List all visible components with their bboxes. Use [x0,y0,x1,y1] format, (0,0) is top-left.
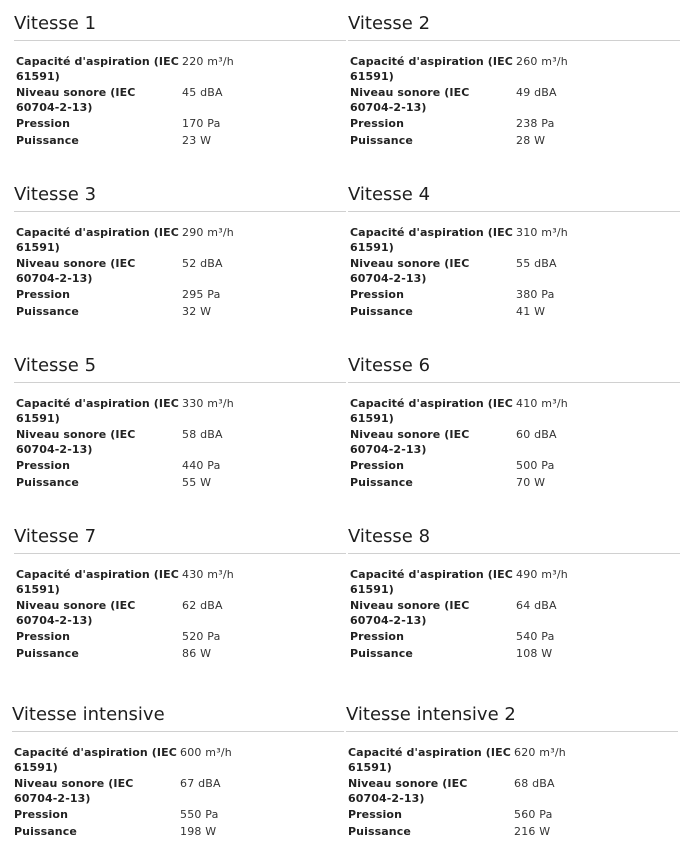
spec-value-power: 86 W [182,646,212,660]
spec-row-noise [346,777,678,806]
spec-value-power: 198 W [180,824,217,838]
spec-row-pressure [14,459,346,474]
spec-row-power [14,134,346,149]
spec-label-capacity: Capacité d'aspiration (IEC 61591) [16,226,179,254]
spec-label-pressure: Pression [16,630,71,643]
spec-row-power [348,134,680,149]
spec-label-capacity: Capacité d'aspiration (IEC 61591) [350,568,513,596]
spec-table [346,746,678,839]
spec-value-pressure: 380 Pa [516,288,555,301]
spec-label-power: Puissance [350,646,413,660]
spec-label-noise: Niveau sonore (IEC 60704-2-13) [350,599,470,627]
spec-row-capacity [14,568,346,597]
spec-label-capacity: Capacité d'aspiration (IEC 61591) [350,55,513,83]
spec-label-power: Puissance [16,133,79,147]
speed-block [14,525,346,663]
spec-label-power: Puissance [16,304,79,318]
spec-row-capacity [348,55,680,84]
spec-row-power [348,305,680,320]
spec-value-power: 216 W [514,824,551,838]
spec-label-power: Puissance [14,824,77,838]
spec-value-power: 55 W [182,475,212,489]
spec-value-pressure: 540 Pa [516,630,555,643]
spec-value-power: 70 W [516,475,546,489]
speed-block [346,703,678,841]
spec-label-noise: Niveau sonore (IEC 60704-2-13) [350,86,470,114]
spec-table [12,746,344,839]
spec-value-power: 41 W [516,304,546,318]
spec-value-power: 108 W [516,646,553,660]
spec-row-power [346,825,678,840]
spec-label-pressure: Pression [14,808,69,821]
spec-row-power [14,476,346,491]
spec-label-pressure: Pression [350,288,405,301]
spec-table [348,397,680,490]
spec-value-capacity: 430 m³/h [182,568,234,581]
speed-block [14,12,346,150]
spec-row-capacity [348,397,680,426]
spec-label-pressure: Pression [350,459,405,472]
spec-value-capacity: 260 m³/h [516,55,568,68]
spec-row-capacity [14,226,346,255]
spec-value-pressure: 238 Pa [516,117,555,130]
spec-value-capacity: 410 m³/h [516,397,568,410]
speed-title: Vitesse 2 [348,12,680,41]
spec-label-noise: Niveau sonore (IEC 60704-2-13) [350,257,470,285]
speed-block [348,354,680,492]
spec-label-noise: Niveau sonore (IEC 60704-2-13) [350,428,470,456]
speed-block [14,354,346,492]
speed-title: Vitesse intensive [12,703,344,732]
speed-block [348,183,680,321]
spec-row-power [348,476,680,491]
spec-label-noise: Niveau sonore (IEC 60704-2-13) [348,777,468,805]
spec-label-power: Puissance [350,475,413,489]
spec-value-pressure: 295 Pa [182,288,221,301]
spec-label-power: Puissance [350,304,413,318]
spec-label-noise: Niveau sonore (IEC 60704-2-13) [14,777,134,805]
spec-label-pressure: Pression [16,459,71,472]
spec-label-noise: Niveau sonore (IEC 60704-2-13) [16,257,136,285]
spec-value-power: 28 W [516,133,546,147]
speed-title: Vitesse 3 [14,183,346,212]
spec-table [14,226,346,319]
spec-value-pressure: 520 Pa [182,630,221,643]
spec-row-power [348,647,680,662]
spec-value-noise: 60 dBA [516,428,557,441]
spec-value-power: 23 W [182,133,212,147]
spec-table [348,55,680,148]
spec-row-power [14,305,346,320]
spec-value-noise: 52 dBA [182,257,223,270]
spec-value-noise: 62 dBA [182,599,223,612]
spec-row-capacity [14,55,346,84]
spec-value-capacity: 600 m³/h [180,746,232,759]
spec-row-noise [348,599,680,628]
spec-label-pressure: Pression [348,808,403,821]
spec-table [348,226,680,319]
spec-label-pressure: Pression [16,288,71,301]
spec-label-noise: Niveau sonore (IEC 60704-2-13) [16,428,136,456]
spec-row-pressure [14,630,346,645]
spec-label-capacity: Capacité d'aspiration (IEC 61591) [16,568,179,596]
spec-value-noise: 67 dBA [180,777,221,790]
spec-row-noise [348,86,680,115]
spec-label-capacity: Capacité d'aspiration (IEC 61591) [16,55,179,83]
speed-title: Vitesse intensive 2 [346,703,678,732]
speed-title: Vitesse 8 [348,525,680,554]
spec-row-pressure [12,808,344,823]
spec-row-noise [12,777,344,806]
spec-label-capacity: Capacité d'aspiration (IEC 61591) [348,746,511,774]
spec-value-noise: 68 dBA [514,777,555,790]
spec-value-pressure: 500 Pa [516,459,555,472]
spec-label-pressure: Pression [16,117,71,130]
spec-value-capacity: 330 m³/h [182,397,234,410]
spec-value-pressure: 440 Pa [182,459,221,472]
spec-value-capacity: 310 m³/h [516,226,568,239]
spec-row-power [12,825,344,840]
spec-value-capacity: 290 m³/h [182,226,234,239]
speed-title: Vitesse 7 [14,525,346,554]
spec-row-pressure [346,808,678,823]
spec-row-noise [348,428,680,457]
speed-block [12,703,344,841]
spec-value-power: 32 W [182,304,212,318]
spec-label-power: Puissance [348,824,411,838]
spec-label-noise: Niveau sonore (IEC 60704-2-13) [16,86,136,114]
spec-label-capacity: Capacité d'aspiration (IEC 61591) [350,226,513,254]
spec-table [14,568,346,661]
spec-table [14,397,346,490]
speed-title: Vitesse 5 [14,354,346,383]
spec-row-capacity [346,746,678,775]
spec-row-noise [14,86,346,115]
spec-table [348,568,680,661]
spec-label-capacity: Capacité d'aspiration (IEC 61591) [14,746,177,774]
speed-title: Vitesse 6 [348,354,680,383]
spec-value-pressure: 170 Pa [182,117,221,130]
spec-value-capacity: 620 m³/h [514,746,566,759]
spec-value-noise: 49 dBA [516,86,557,99]
speed-title: Vitesse 1 [14,12,346,41]
spec-label-pressure: Pression [350,117,405,130]
speed-title: Vitesse 4 [348,183,680,212]
spec-table [14,55,346,148]
spec-value-capacity: 220 m³/h [182,55,234,68]
spec-value-noise: 58 dBA [182,428,223,441]
speed-block [348,525,680,663]
spec-label-power: Puissance [350,133,413,147]
spec-label-noise: Niveau sonore (IEC 60704-2-13) [16,599,136,627]
spec-row-pressure [14,117,346,132]
spec-row-pressure [14,288,346,303]
spec-row-noise [348,257,680,286]
spec-value-pressure: 560 Pa [514,808,553,821]
spec-label-capacity: Capacité d'aspiration (IEC 61591) [350,397,513,425]
spec-row-capacity [348,226,680,255]
speed-block [348,12,680,150]
spec-row-pressure [348,288,680,303]
spec-row-capacity [348,568,680,597]
spec-row-pressure [348,630,680,645]
spec-value-noise: 55 dBA [516,257,557,270]
spec-value-noise: 45 dBA [182,86,223,99]
spec-row-noise [14,599,346,628]
spec-row-capacity [12,746,344,775]
spec-value-pressure: 550 Pa [180,808,219,821]
spec-row-noise [14,428,346,457]
spec-row-noise [14,257,346,286]
spec-value-noise: 64 dBA [516,599,557,612]
spec-row-power [14,647,346,662]
spec-label-pressure: Pression [350,630,405,643]
spec-label-capacity: Capacité d'aspiration (IEC 61591) [16,397,179,425]
spec-row-pressure [348,117,680,132]
spec-value-capacity: 490 m³/h [516,568,568,581]
spec-label-power: Puissance [16,646,79,660]
speed-block [14,183,346,321]
spec-label-power: Puissance [16,475,79,489]
spec-row-pressure [348,459,680,474]
spec-row-capacity [14,397,346,426]
